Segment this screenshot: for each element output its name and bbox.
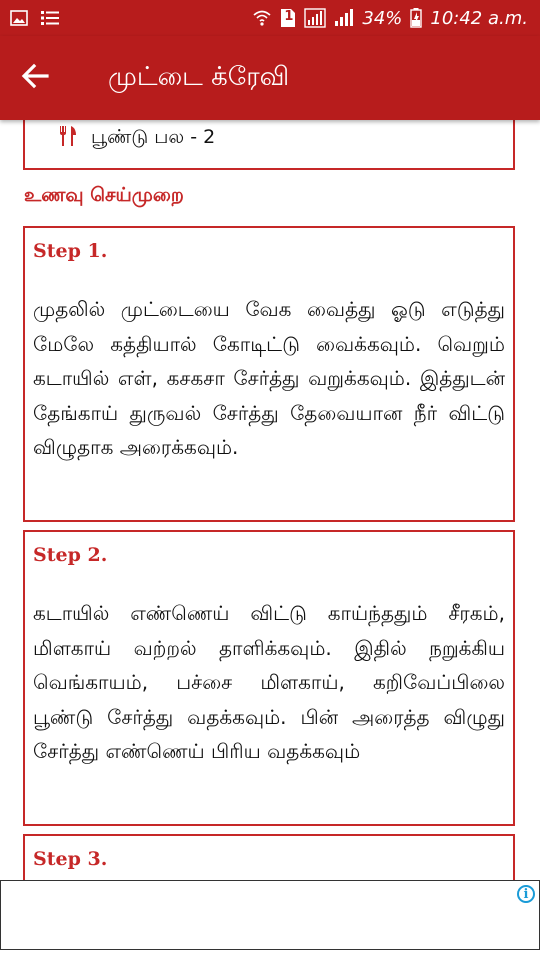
step-label: Step 1. [33, 240, 108, 262]
ingredient-text: பூண்டு பல - 2 [91, 126, 216, 148]
arrow-left-icon [21, 63, 49, 93]
sim-slot-number: 1 [284, 9, 294, 24]
wifi-icon [252, 9, 272, 27]
recipe-content[interactable] [0, 120, 540, 880]
list-icon [40, 10, 60, 26]
step-text: முதலில் முட்டையை வேக வைத்து ஓடு எடுத்து மேலே கத்தியால் கோடிட்டு வைக்கவும். வெறும் கடாயில் எள், கசகசா சேர்த்து வறுக்கவும். இத்துடன் தேங்காய் துருவல் சேர்த்து தேவையான நீர் விட்டு விழுதாக அரைக்கவும். [33, 297, 505, 459]
battery-icon [410, 8, 422, 28]
step-card [23, 834, 515, 880]
info-glyph: i [523, 886, 529, 902]
signal-icon [304, 8, 326, 28]
status-right [252, 8, 540, 29]
step-text: கடாயில் எண்ணெய் விட்டு காய்ந்ததும் சீரகம், மிளகாய் வற்றல் தாளிக்கவும். இதில் நறுக்கிய வெங்காயம், பச்சை மிளகாய், கறிவேப்பிலை பூண்டு சேர்த்து வதக்கவும். பின் அரைத்த விழுது சேர்த்து எண்ணெய் பிரிய வதக்கவும் [33, 601, 505, 763]
step-label: Step 3. [33, 848, 108, 870]
step-label: Step 2. [33, 544, 108, 566]
info-icon[interactable] [517, 885, 535, 903]
ingredients-card [23, 120, 515, 170]
app-bar [0, 36, 540, 120]
step-card [23, 226, 515, 522]
battery-percent: 34% [362, 7, 403, 29]
clock: 10:42 a.m. [430, 7, 528, 29]
status-left [0, 10, 60, 26]
signal-icon [334, 9, 354, 27]
cutlery-icon [59, 126, 77, 151]
method-heading: உணவு செய்முறை [24, 184, 184, 206]
step-card [23, 530, 515, 826]
ad-banner[interactable] [0, 880, 540, 950]
sim-icon [280, 8, 296, 28]
ingredient-item [59, 126, 215, 151]
status-bar [0, 0, 540, 36]
image-icon [10, 10, 28, 26]
page-title: முட்டை க்ரேவி [108, 61, 290, 92]
back-button[interactable] [0, 36, 70, 120]
